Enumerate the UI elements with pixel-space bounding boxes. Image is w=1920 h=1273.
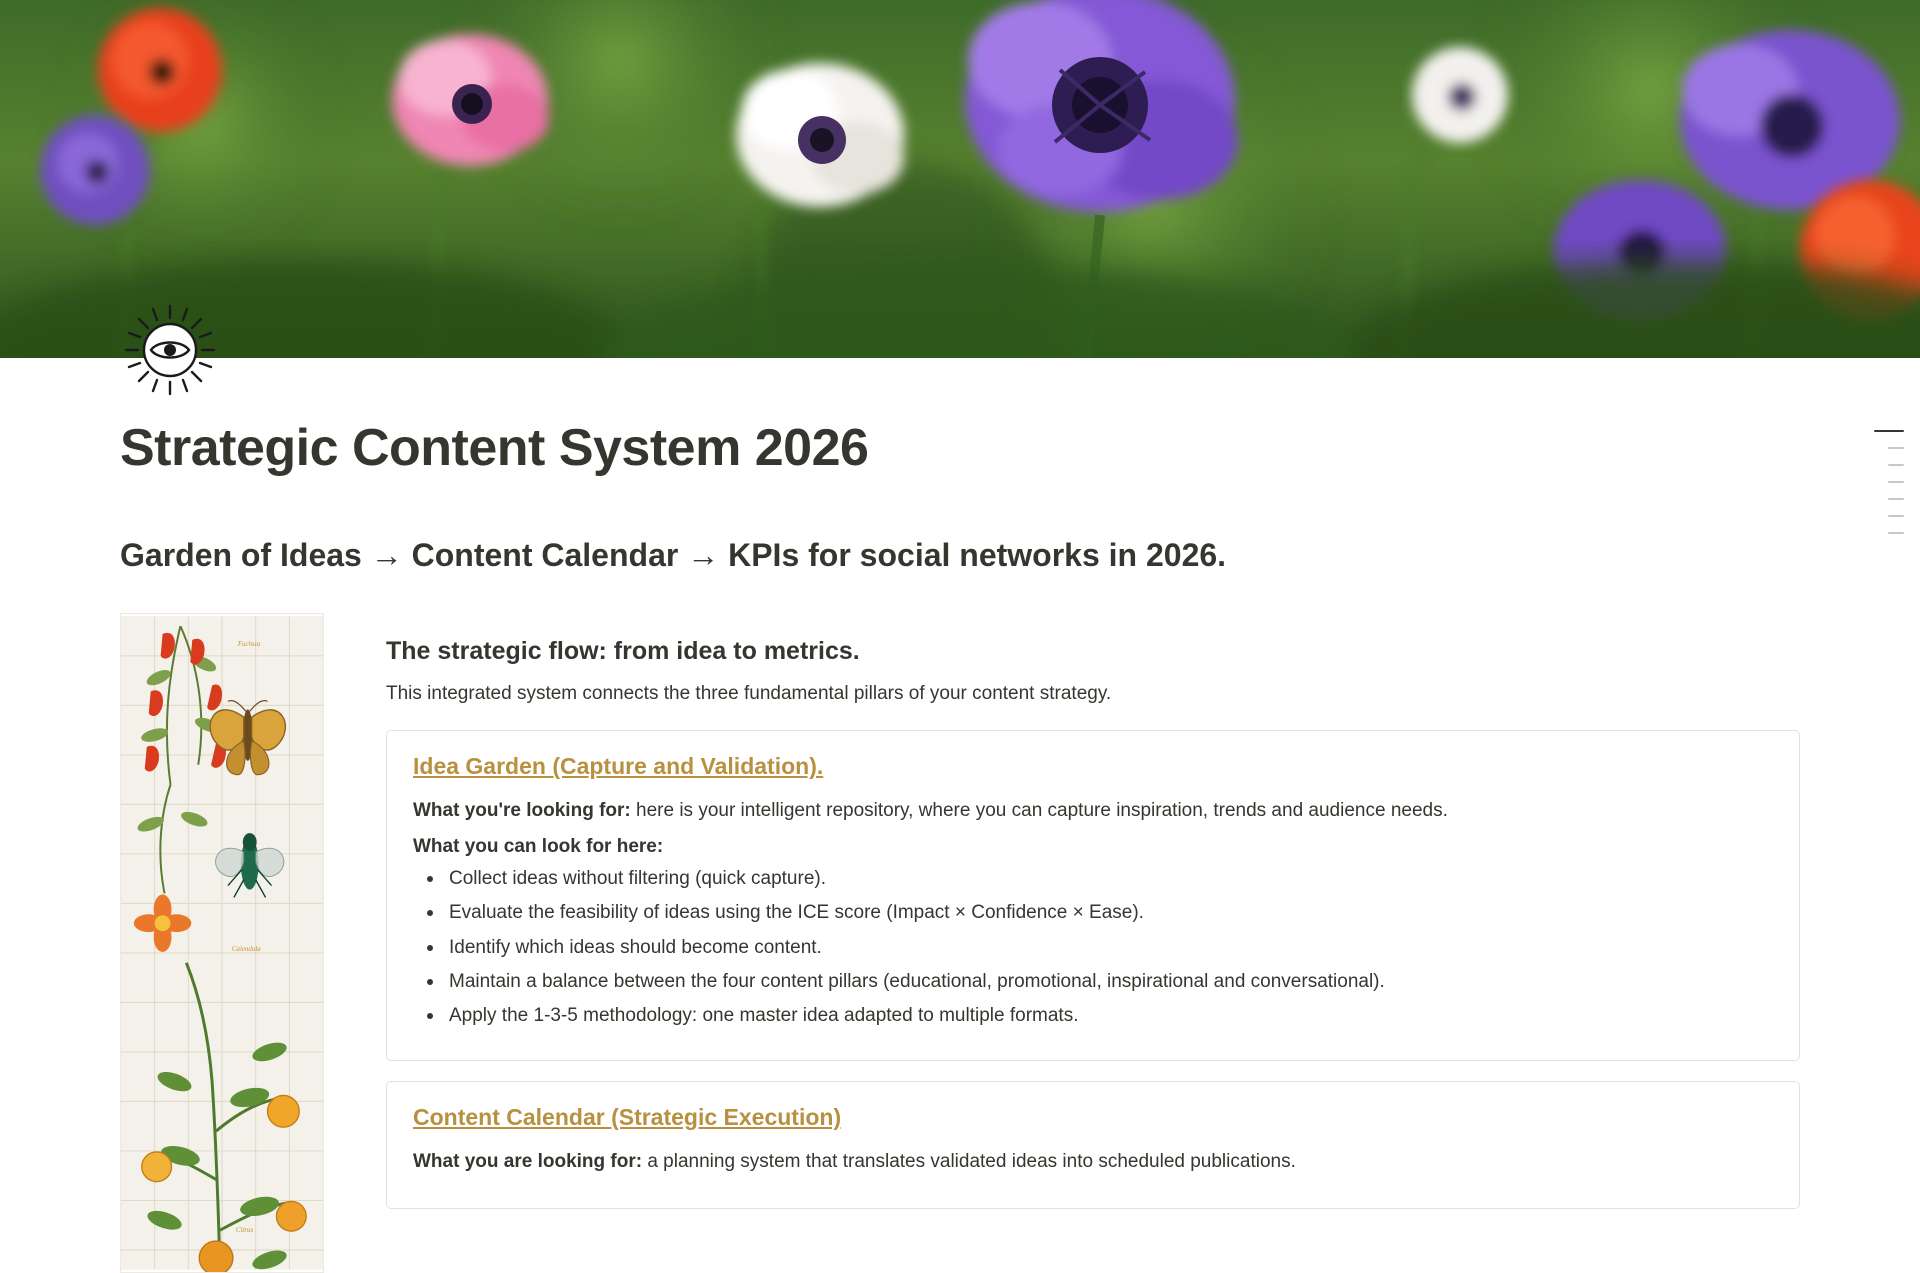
sidebar-image-column — [120, 613, 324, 1273]
main-text-column — [386, 613, 1800, 1229]
page-subtitle[interactable]: Garden of Ideas → Content Calendar → KPIs for social networks in 2026. — [120, 537, 1227, 574]
outline-mark[interactable] — [1888, 464, 1904, 466]
card-idea-garden[interactable] — [386, 730, 1800, 1060]
flow-heading: The strategic flow: from idea to metrics. — [386, 636, 860, 665]
outline-mark[interactable] — [1888, 481, 1904, 483]
body-columns — [120, 613, 1800, 1273]
outline-mark[interactable] — [1888, 498, 1904, 500]
outline-indicator[interactable] — [1864, 430, 1904, 534]
card-lead-text: a planning system that translates validated ideas into scheduled publications. — [642, 1150, 1296, 1172]
cover-image[interactable] — [0, 0, 1920, 358]
page-icon[interactable] — [120, 300, 220, 400]
outline-mark[interactable] — [1888, 532, 1904, 534]
card-lead-label: What you are looking for: — [413, 1150, 643, 1172]
svg-text:Fuchsia: Fuchsia — [237, 640, 261, 648]
outline-mark-active[interactable] — [1874, 430, 1904, 432]
cover-illustration — [0, 0, 1920, 358]
flow-intro: This integrated system connects the three fundamental pillars of your content strategy. — [386, 682, 1112, 704]
svg-text:Calendula: Calendula — [231, 945, 261, 953]
card-bullet-list — [413, 864, 1773, 1032]
card-lead — [413, 796, 1773, 825]
list-item: Apply the 1-3-5 methodology: one master idea adapted to multiple formats. — [443, 1001, 1773, 1031]
card-title-link[interactable]: Content Calendar (Strategic Execution) — [413, 1103, 842, 1130]
card-lead — [413, 1147, 1773, 1176]
list-item: Collect ideas without filtering (quick capture). — [443, 864, 1773, 894]
page-title[interactable]: Strategic Content System 2026 — [120, 419, 869, 477]
botanical-illustration[interactable] — [120, 613, 324, 1273]
page-content — [0, 420, 1920, 1273]
card-sub-label: What you can look for here: — [413, 835, 664, 857]
card-lead-text: here is your intelligent repository, where you can capture inspiration, trends and audience needs. — [630, 800, 1448, 822]
list-item: Identify which ideas should become content. — [443, 933, 1773, 963]
sun-eye-icon — [120, 300, 220, 400]
svg-text:Citrus: Citrus — [235, 1226, 254, 1234]
outline-mark[interactable] — [1888, 447, 1904, 449]
card-title-link[interactable]: Idea Garden (Capture and Validation). — [413, 753, 824, 780]
card-lead-label: What you're looking for: — [413, 800, 631, 822]
list-item: Evaluate the feasibility of ideas using the ICE score (Impact × Confidence × Ease). — [443, 898, 1773, 928]
card-content-calendar[interactable] — [386, 1081, 1800, 1209]
list-item: Maintain a balance between the four content pillars (educational, promotional, inspirational and conversational). — [443, 967, 1773, 997]
outline-mark[interactable] — [1888, 515, 1904, 517]
